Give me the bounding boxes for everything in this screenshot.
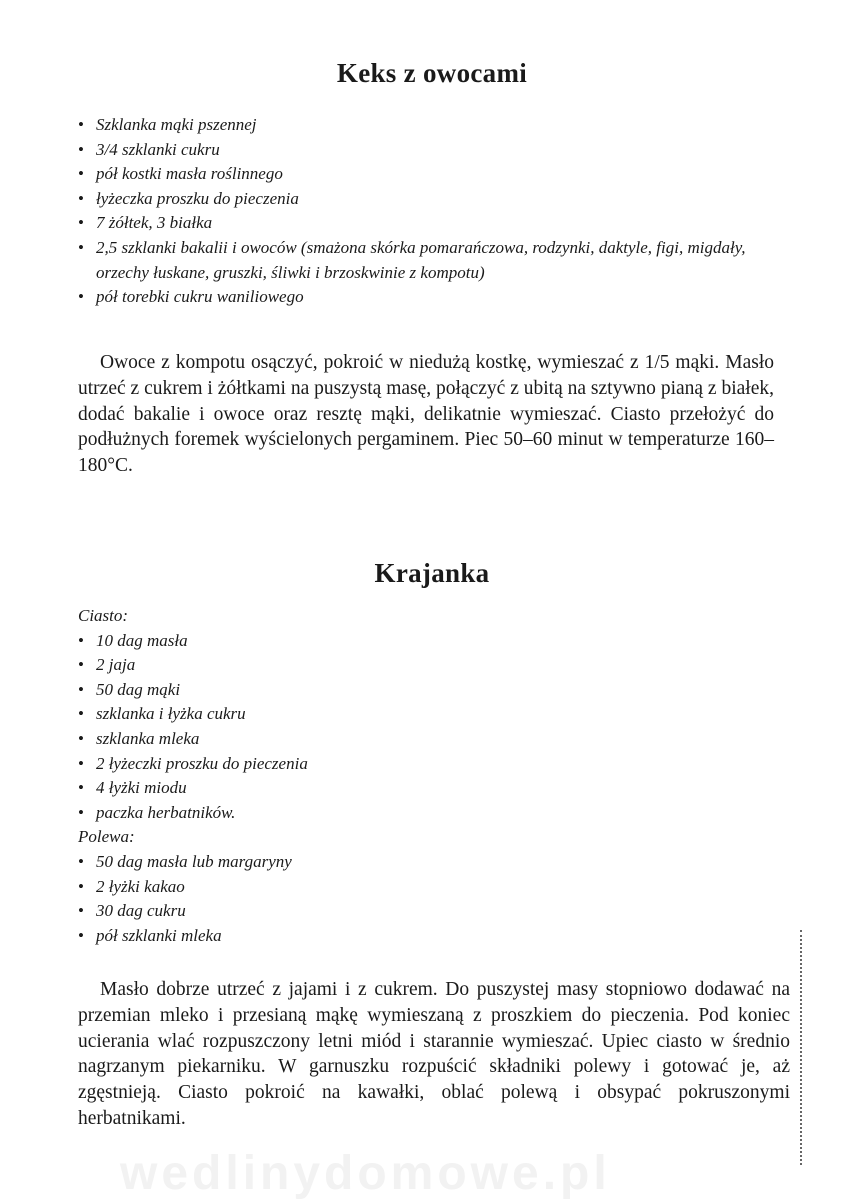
ingredient-item: • 50 dag masła lub margaryny xyxy=(78,850,798,875)
watermark: wedlinydomowe.pl xyxy=(120,1147,611,1200)
ingredient-item: • łyżeczka proszku do pieczenia xyxy=(78,187,798,212)
section-label: Polewa: xyxy=(78,827,135,847)
ingredient-item: • pół torebki cukru waniliowego xyxy=(78,285,798,310)
ingredient-item: • paczka herbatników. xyxy=(78,801,798,826)
ingredient-item: • Szklanka mąki pszennej xyxy=(78,113,798,138)
ingredient-item: • 30 dag cukru xyxy=(78,899,798,924)
instructions-keks: Owoce z kompotu osączyć, pokroić w niedużą kostkę, wymieszać z 1/5 mąki. Masło utrzeć z cukrem i żółtkami na puszystą masę, połączyć z ubitą na sztywno pianą z białek, dodać bakalie i owoce oraz resztę mąki, delikatnie wymieszać. Ciasto przełożyć do podłużnych foremek wyścielonych pergaminem. Piec 50–60 minut w temperaturze 160–180°C. xyxy=(78,352,774,477)
ingredients-list-krajanka xyxy=(78,604,798,948)
ingredients-list-keks xyxy=(78,113,798,310)
ingredient-item: • 7 żółtek, 3 białka xyxy=(78,211,798,236)
ingredient-item: • 2 łyżki kakao xyxy=(78,875,798,900)
ingredient-item: • 3/4 szklanki cukru xyxy=(78,138,798,163)
ingredient-item: • 2 jaja xyxy=(78,653,798,678)
ingredient-item: • szklanka mleka xyxy=(78,727,798,752)
ingredient-item: • pół kostki masła roślinnego xyxy=(78,162,798,187)
ingredient-item: • 4 łyżki miodu xyxy=(78,776,798,801)
section-label: Ciasto: xyxy=(78,606,129,625)
recipe-title-krajanka: Krajanka xyxy=(374,558,490,588)
ingredient-item: • szklanka i łyżka cukru xyxy=(78,702,798,727)
recipe-title-keks: Keks z owocami xyxy=(336,58,528,88)
instructions-krajanka: Masło dobrze utrzeć z jajami i z cukrem. Do puszystej masy stopniowo dodawać na przemian mleko i przesianą mąkę wymieszaną z proszkiem do pieczenia. Pod koniec ucierania wlać rozpuszczony letni miód i starannie wymieszać. Upiec ciasto w średnio nagrzanym piekarniku. W garnuszku rozpuścić składniki polewy i gotować je, aż zgęstnieją. Ciasto pokroić na kawałki, oblać polewą i obsypać pokruszonymi herbatnikami. xyxy=(78,979,790,1129)
ingredient-item: • 50 dag mąki xyxy=(78,678,798,703)
scan-edge xyxy=(800,930,810,1165)
ingredient-item: • 2,5 szklanki bakalii i owoców (smażona skórka pomarańczowa, rodzynki, daktyle, figi, migdały, orzechy łuskane, gruszki, śliwki i brzoskwinie z kompotu) xyxy=(78,236,798,285)
ingredient-item: • pół szklanki mleka xyxy=(78,924,798,949)
ingredient-item: • 10 dag masła xyxy=(78,629,798,654)
ingredient-item: • 2 łyżeczki proszku do pieczenia xyxy=(78,752,798,777)
